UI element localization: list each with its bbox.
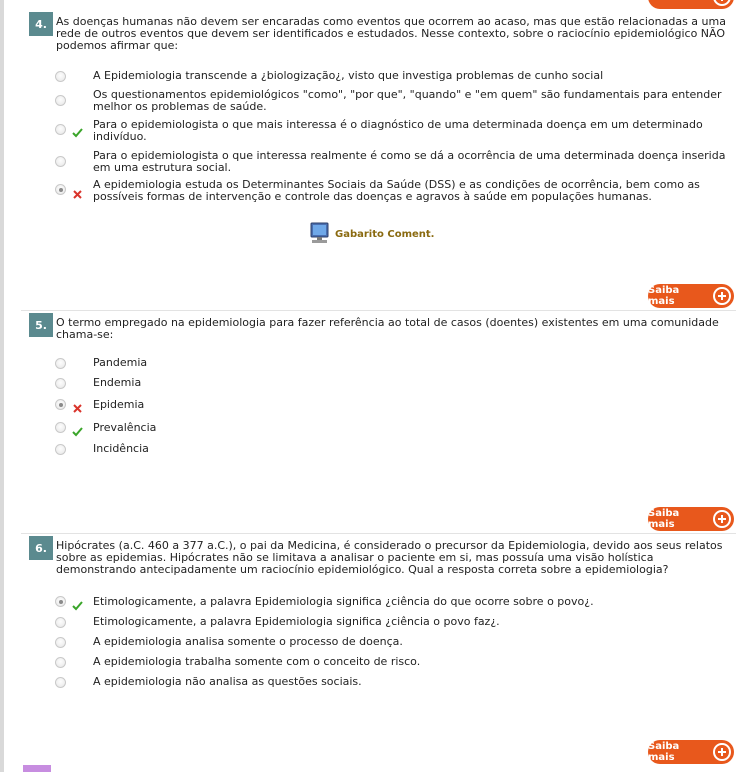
left-border bbox=[0, 0, 4, 772]
question-number: 4. bbox=[29, 12, 53, 36]
option-label: Epidemia bbox=[93, 398, 145, 411]
saiba-mais-button[interactable] bbox=[648, 284, 734, 308]
radio-button[interactable] bbox=[55, 156, 66, 167]
radio-button[interactable] bbox=[55, 124, 66, 135]
saiba-mais-label: Saiba mais bbox=[648, 508, 680, 530]
radio-button[interactable] bbox=[55, 95, 66, 106]
next-question-badge-partial bbox=[23, 765, 51, 772]
option-label: Etimologicamente, a palavra Epidemiologia significa ¿ciência o povo faz¿. bbox=[93, 615, 500, 628]
plus-icon bbox=[713, 743, 731, 761]
radio-button[interactable] bbox=[55, 677, 66, 688]
option-label: Etimologicamente, a palavra Epidemiologia significa ¿ciência do que ocorre sobre o povo¿. bbox=[93, 595, 594, 608]
saiba-mais-button[interactable] bbox=[648, 507, 734, 531]
question-4 bbox=[21, 0, 736, 310]
option-label: Endemia bbox=[93, 376, 142, 389]
radio-button[interactable] bbox=[55, 637, 66, 648]
wrong-x-icon bbox=[72, 189, 83, 200]
question-text: As doenças humanas não devem ser encaradas como eventos que ocorrem ao acaso, mas que estão relacionadas a uma rede de outros eventos que devem ser identificados e estudados. Nesse contexto, sobre o raciocínio epidemiológico NÃO podemos afirmar que: bbox=[56, 15, 726, 52]
option-label: Pandemia bbox=[93, 356, 148, 369]
radio-button[interactable] bbox=[55, 71, 66, 82]
radio-button[interactable] bbox=[55, 444, 66, 455]
radio-button-selected[interactable] bbox=[55, 399, 66, 410]
question-number: 5. bbox=[29, 313, 53, 337]
correct-check-icon bbox=[72, 127, 83, 138]
question-text: O termo empregado na epidemiologia para fazer referência ao total de casos (doentes) existentes em uma comunidade chama-se: bbox=[56, 316, 719, 341]
correct-check-icon bbox=[72, 426, 83, 437]
option-label: Incidência bbox=[93, 442, 149, 455]
plus-icon bbox=[713, 287, 731, 305]
computer-icon bbox=[309, 222, 331, 246]
option-label: A epidemiologia analisa somente o processo de doença. bbox=[93, 635, 403, 648]
question-6 bbox=[21, 534, 736, 764]
question-5 bbox=[21, 311, 736, 533]
radio-button[interactable] bbox=[55, 422, 66, 433]
option-label: Para o epidemiologista o que mais interessa é o diagnóstico de uma determinada doença em um determinado indivíduo. bbox=[93, 118, 703, 143]
gabarito-label: Gabarito Coment. bbox=[335, 228, 435, 240]
radio-button[interactable] bbox=[55, 378, 66, 389]
plus-icon bbox=[713, 510, 731, 528]
radio-button[interactable] bbox=[55, 617, 66, 628]
saiba-mais-label: Saiba mais bbox=[648, 285, 680, 307]
option-label: Prevalência bbox=[93, 421, 157, 434]
radio-button-selected[interactable] bbox=[55, 596, 66, 607]
option-label: A epidemiologia não analisa as questões sociais. bbox=[93, 675, 362, 688]
option-label: A epidemiologia trabalha somente com o conceito de risco. bbox=[93, 655, 421, 668]
question-number: 6. bbox=[29, 536, 53, 560]
option-label: Os questionamentos epidemiológicos "como", "por que", "quando" e "em quem" são fundamentais para entender melhor os problemas de saúde. bbox=[93, 88, 722, 113]
radio-button[interactable] bbox=[55, 657, 66, 668]
correct-check-icon bbox=[72, 600, 83, 611]
radio-button[interactable] bbox=[55, 358, 66, 369]
option-label: A Epidemiologia transcende a ¿biologização¿, visto que investiga problemas de cunho social bbox=[93, 69, 604, 82]
option-label: A epidemiologia estuda os Determinantes Sociais da Saúde (DSS) e as condições de ocorrência, bem como as possíveis formas de intervenção e controle das doenças e agravos à saúde em populações humanas. bbox=[93, 178, 700, 203]
question-text: Hipócrates (a.C. 460 a 377 a.C.), o pai da Medicina, é considerado o precursor da Epidemiologia, devido aos seus relatos sobre as epidemias. Hipócrates não se limitava a analisar o paciente em si, mas possuía uma visão holística demonstrando antecipadamente um raciocínio epidemiológico. Qual a resposta correta sobre a epidemiologia? bbox=[56, 539, 723, 576]
saiba-mais-label: Saiba mais bbox=[648, 741, 680, 763]
option-label: Para o epidemiologista o que interessa realmente é como se dá a ocorrência de uma determinada doença inserida em uma estrutura social. bbox=[93, 149, 726, 174]
radio-button-selected[interactable] bbox=[55, 184, 66, 195]
gabarito-comentado-link[interactable] bbox=[309, 222, 434, 246]
saiba-mais-button[interactable] bbox=[648, 740, 734, 764]
wrong-x-icon bbox=[72, 403, 83, 414]
